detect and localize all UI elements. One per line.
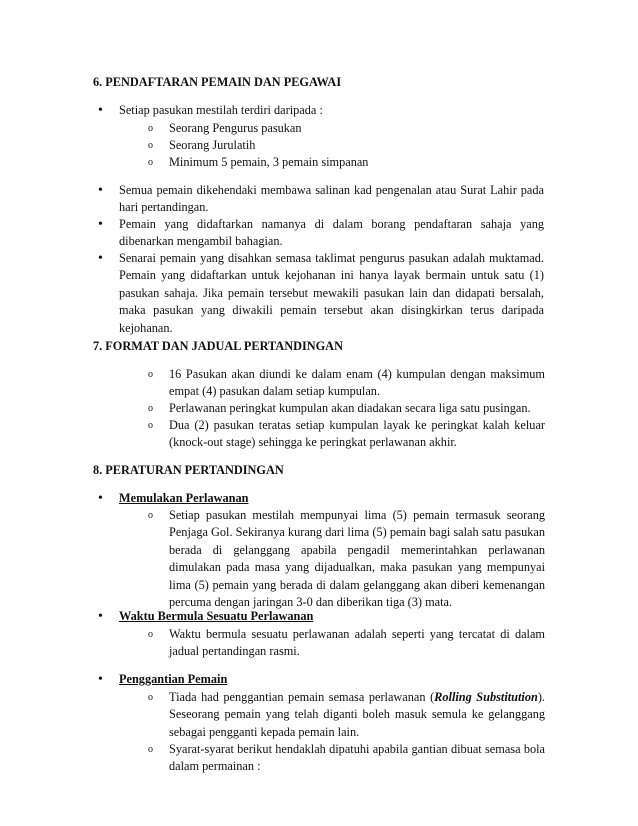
circle-bullet-icon: o xyxy=(148,403,153,414)
section-8-title: 8. PERATURAN PERTANDINGAN xyxy=(93,463,284,477)
bullet-text: Pemain yang didaftarkan namanya di dalam borang pendaftaran sahaja yang dibenarkan mengambil bahagian. xyxy=(119,217,544,249)
subsection-title: Penggantian Pemain xyxy=(119,672,228,686)
subsection-title: Waktu Bermula Sesuatu Perlawanan xyxy=(119,609,314,623)
sub-item-text: Setiap pasukan mestilah mempunyai lima (5) pemain termasuk seorang Penjaga Gol. Sekiranya kurang dari lima (5) pemain bagi salah satu pasukan berada di gelanggang apabila pengadil memerintahkan perlawanan dimulakan pada masa yang dijadualkan, maka pasukan yang mempunyai lima (5) pemain yang berada di dalam gelanggang akan diberi kemenangan percuma dengan jaringan 3-0 dan diberikan tiga (3) mata. xyxy=(169,508,545,610)
circle-bullet-icon: o xyxy=(148,510,153,521)
text-part: Tiada had penggantian pemain semasa perlawanan ( xyxy=(169,690,435,704)
sub-item-text: Syarat-syarat berikut hendaklah dipatuhi apabila gantian dibuat semasa bola dalam permainan : xyxy=(169,742,545,774)
circle-bullet-icon: o xyxy=(148,123,153,134)
sub-item-text: Dua (2) pasukan teratas setiap kumpulan layak ke peringkat kalah keluar (knock-out stage) sehingga ke peringkat perlawanan akhir. xyxy=(169,418,545,450)
list-item xyxy=(98,250,544,337)
circle-bullet-icon: o xyxy=(148,140,153,151)
sub-item-text xyxy=(169,690,545,739)
list-item xyxy=(148,120,545,137)
sub-item-text: Seorang Jurulatih xyxy=(169,138,256,152)
list-item xyxy=(98,490,544,507)
list-item xyxy=(148,626,545,661)
bullet-text: Senarai pemain yang disahkan semasa taklimat pengurus pasukan adalah muktamad. Pemain yang didaftarkan untuk kejohanan ini hanya layak bermain untuk satu (1) pasukan sahaja. Jika pemain tersebut mewakili pasukan lain dan didapati bersalah, maka pasukan yang diwakili pemain tersebut akan disingkirkan terus daripada kejohanan. xyxy=(119,251,544,335)
bullet-icon: • xyxy=(98,672,103,687)
text-part: ). Seseorang pemain yang telah diganti boleh masuk semula ke gelanggang sebagai pengganti kepada pemain lain. xyxy=(169,690,545,739)
section-7-title: 7. FORMAT DAN JADUAL PERTANDINGAN xyxy=(93,339,343,353)
circle-bullet-icon: o xyxy=(148,629,153,640)
bullet-icon: • xyxy=(98,251,103,266)
list-item xyxy=(98,102,544,119)
bullet-icon: • xyxy=(98,183,103,198)
bullet-icon: • xyxy=(98,491,103,506)
section-6-title: 6. PENDAFTARAN PEMAIN DAN PEGAWAI xyxy=(93,75,342,89)
sub-item-text: Minimum 5 pemain, 3 pemain simpanan xyxy=(169,155,369,169)
circle-bullet-icon: o xyxy=(148,420,153,431)
list-item xyxy=(148,137,545,154)
list-item xyxy=(148,689,545,741)
list-item xyxy=(148,507,545,611)
subsection-title: Memulakan Perlawanan xyxy=(119,491,249,505)
list-item xyxy=(148,741,545,776)
circle-bullet-icon: o xyxy=(148,157,153,168)
bullet-icon: • xyxy=(98,103,103,118)
sub-item-text: Seorang Pengurus pasukan xyxy=(169,121,302,135)
list-item xyxy=(148,417,545,452)
list-item xyxy=(98,608,544,625)
list-item xyxy=(148,366,545,401)
circle-bullet-icon: o xyxy=(148,744,153,755)
bullet-icon: • xyxy=(98,217,103,232)
sub-item-text: Perlawanan peringkat kumpulan akan diadakan secara liga satu pusingan. xyxy=(169,401,531,415)
list-item xyxy=(148,154,545,171)
list-item xyxy=(98,182,544,217)
bullet-icon: • xyxy=(98,609,103,624)
circle-bullet-icon: o xyxy=(148,692,153,703)
list-item xyxy=(98,216,544,251)
bullet-text: Semua pemain dikehendaki membawa salinan kad pengenalan atau Surat Lahir pada hari pertandingan. xyxy=(119,183,544,215)
bullet-text: Setiap pasukan mestilah terdiri daripada : xyxy=(119,103,323,117)
sub-item-text: Waktu bermula sesuatu perlawanan adalah seperti yang tercatat di dalam jadual pertandingan rasmi. xyxy=(169,627,545,659)
sub-item-text: 16 Pasukan akan diundi ke dalam enam (4) kumpulan dengan maksimum empat (4) pasukan dalam setiap kumpulan. xyxy=(169,367,545,399)
rolling-substitution-term: Rolling Substitution xyxy=(434,690,538,704)
list-item xyxy=(98,671,544,688)
list-item xyxy=(148,400,545,417)
circle-bullet-icon: o xyxy=(148,369,153,380)
